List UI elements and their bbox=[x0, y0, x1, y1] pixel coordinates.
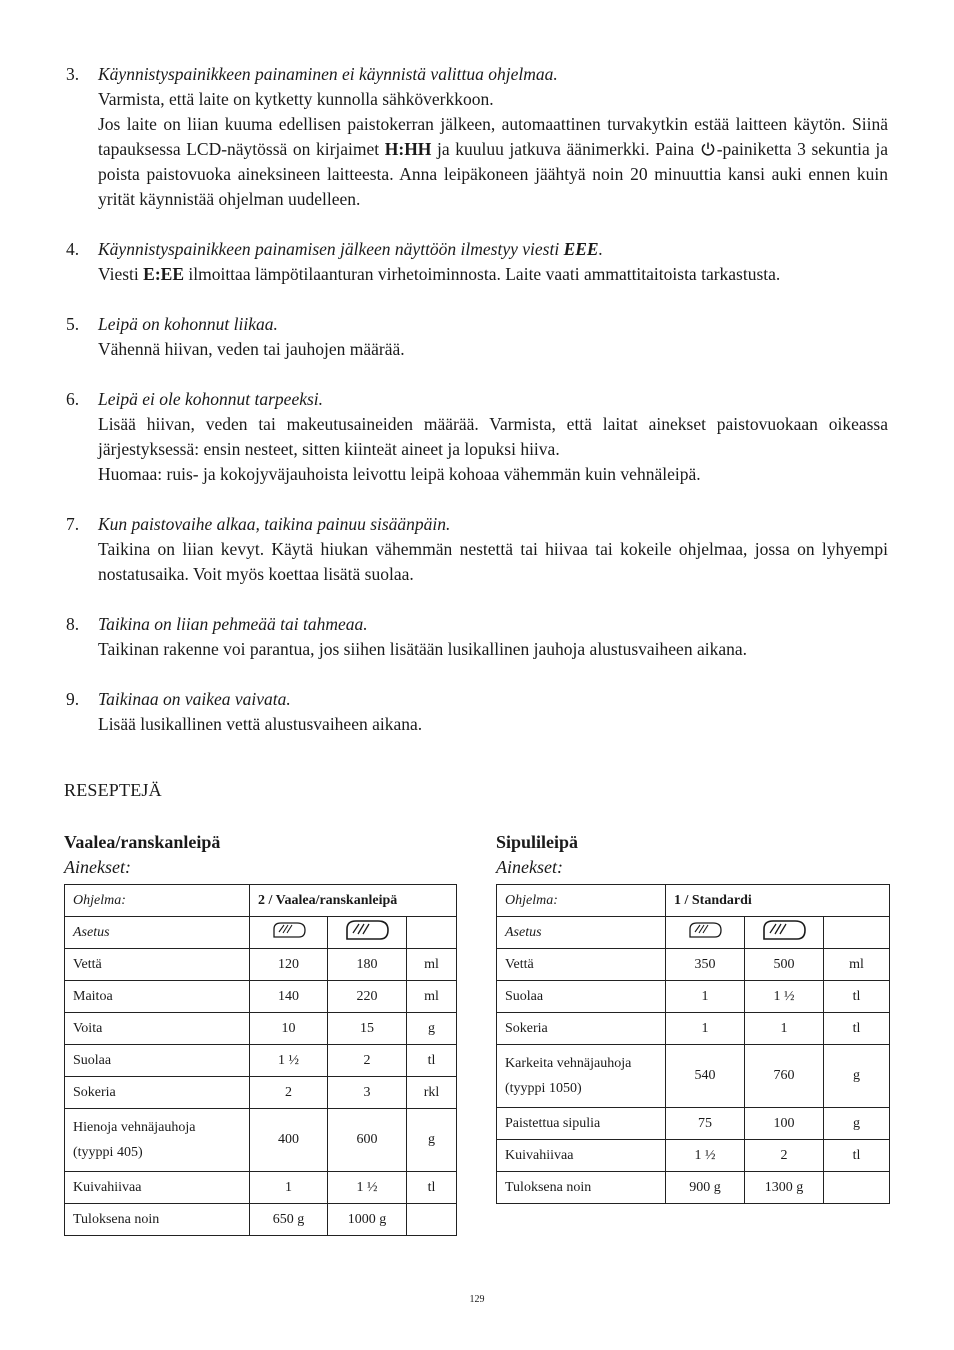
item-number: 4. bbox=[66, 239, 80, 259]
item-number: 8. bbox=[66, 614, 80, 634]
large-loaf-icon bbox=[760, 918, 808, 947]
item-answer: Vähennä hiivan, veden tai jauhojen määrää. bbox=[98, 339, 405, 359]
recipe-table bbox=[496, 884, 890, 1204]
item-question: Käynnistyspainikkeen painamisen jälkeen näyttöön ilmestyy viesti EEE. bbox=[98, 239, 603, 259]
setting-label: Asetus bbox=[497, 917, 666, 949]
power-icon bbox=[700, 139, 716, 155]
large-loaf-icon bbox=[343, 918, 391, 947]
program-value: 2 / Vaalea/ranskanleipä bbox=[250, 885, 457, 917]
item-answer: Jos laite on liian kuuma edellisen paistokerran jälkeen, automaattinen turvakytkin estää laitteen käytön. Siinä tapauksessa LCD-näytössä on kirjaimet H:HH ja kuuluu jatkuva äänimerkki. Paina -painiketta 3 sekuntia ja poista paistovuoka aineksineen laitteesta. Anna leipäkoneen jäähtyä noin 20 minuuttia kansi auki ennen kuin yrität käynnistää ohjelman uudelleen. bbox=[98, 114, 888, 209]
table-row: Kuivahiivaa 1 ½ 2 tl bbox=[497, 1140, 890, 1172]
section-title: RESEPTEJÄ bbox=[64, 780, 162, 800]
table-row bbox=[497, 917, 890, 949]
table-row: Hienoja vehnäjauhoja (tyyppi 405) 400 600 g bbox=[65, 1109, 457, 1172]
recipe-subtitle: Ainekset: bbox=[496, 857, 563, 877]
small-loaf-icon bbox=[269, 920, 309, 945]
list-item bbox=[64, 312, 888, 362]
table-row: Tuloksena noin 900 g 1300 g bbox=[497, 1172, 890, 1204]
table-row: Kuivahiivaa 1 1 ½ tl bbox=[65, 1172, 457, 1204]
table-row: Maitoa 140 220 ml bbox=[65, 981, 457, 1013]
program-label: Ohjelma: bbox=[65, 885, 250, 917]
table-row bbox=[65, 917, 457, 949]
program-value: 1 / Standardi bbox=[666, 885, 890, 917]
item-question: Taikinaa on vaikea vaivata. bbox=[98, 689, 291, 709]
table-row: Karkeita vehnäjauhoja (tyyppi 1050) 540 760 g bbox=[497, 1045, 890, 1108]
item-answer: Taikinan rakenne voi parantua, jos siihen lisätään lusikallinen jauhoja alustusvaiheen aikana. bbox=[98, 639, 747, 659]
item-question: Käynnistyspainikkeen painaminen ei käynnistä valittua ohjelmaa. bbox=[98, 64, 558, 84]
table-row bbox=[65, 885, 457, 917]
item-answer: Varmista, että laite on kytketty kunnolla sähköverkkoon. bbox=[98, 89, 494, 109]
setting-label: Asetus bbox=[65, 917, 250, 949]
item-question: Leipä on kohonnut liikaa. bbox=[98, 314, 278, 334]
table-row: Sokeria 1 1 tl bbox=[497, 1013, 890, 1045]
table-row: Vettä 120 180 ml bbox=[65, 949, 457, 981]
table-row: Paistettua sipulia 75 100 g bbox=[497, 1108, 890, 1140]
list-item bbox=[64, 687, 888, 737]
recipe-vaalea bbox=[64, 830, 457, 1236]
item-answer: Taikina on liian kevyt. Käytä hiukan vähemmän nestettä tai hiivaa tai kokeile ohjelmaa, jossa on lyhyempi nostatusaika. Voit myös koettaa lisätä suolaa. bbox=[98, 539, 888, 584]
program-label: Ohjelma: bbox=[497, 885, 666, 917]
table-row: Sokeria 2 3 rkl bbox=[65, 1077, 457, 1109]
list-item bbox=[64, 512, 888, 587]
item-number: 5. bbox=[66, 314, 80, 334]
item-number: 6. bbox=[66, 389, 80, 409]
table-row bbox=[497, 885, 890, 917]
item-question: Taikina on liian pehmeää tai tahmeaa. bbox=[98, 614, 368, 634]
recipe-title: Vaalea/ranskanleipä bbox=[64, 832, 221, 852]
table-row: Vettä 350 500 ml bbox=[497, 949, 890, 981]
item-answer: Lisää hiivan, veden tai makeutusaineiden määrää. Varmista, että laitat ainekset paistovuokaan oikeassa järjestyksessä: ensin nesteet, sitten kiinteät aineet ja lopuksi hiiva. bbox=[98, 414, 888, 459]
recipe-table bbox=[64, 884, 457, 1236]
list-item bbox=[64, 237, 888, 287]
table-row: Suolaa 1 1 ½ tl bbox=[497, 981, 890, 1013]
item-answer: Viesti E:EE ilmoittaa lämpötilaanturan virhetoiminnosta. Laite vaati ammattitaitoista tarkastusta. bbox=[98, 264, 781, 284]
recipe-subtitle: Ainekset: bbox=[64, 857, 131, 877]
table-row: Suolaa 1 ½ 2 tl bbox=[65, 1045, 457, 1077]
troubleshooting-list bbox=[64, 62, 888, 762]
table-row: Voita 10 15 g bbox=[65, 1013, 457, 1045]
table-row: Tuloksena noin 650 g 1000 g bbox=[65, 1204, 457, 1236]
list-item bbox=[64, 62, 888, 212]
item-answer: Lisää lusikallinen vettä alustusvaiheen aikana. bbox=[98, 714, 423, 734]
recipe-sipuli bbox=[496, 830, 890, 1204]
item-number: 7. bbox=[66, 514, 80, 534]
recipe-title: Sipulileipä bbox=[496, 832, 579, 852]
page-number: 129 bbox=[469, 1294, 485, 1305]
item-number: 3. bbox=[66, 64, 80, 84]
item-note: Huomaa: ruis- ja kokojyväjauhoista leivottu leipä kohoaa vähemmän kuin vehnäleipä. bbox=[98, 464, 701, 484]
small-loaf-icon bbox=[685, 920, 725, 945]
item-number: 9. bbox=[66, 689, 80, 709]
item-question: Leipä ei ole kohonnut tarpeeksi. bbox=[98, 389, 324, 409]
list-item bbox=[64, 612, 888, 662]
item-question: Kun paistovaihe alkaa, taikina painuu sisäänpäin. bbox=[98, 514, 451, 534]
list-item bbox=[64, 387, 888, 487]
